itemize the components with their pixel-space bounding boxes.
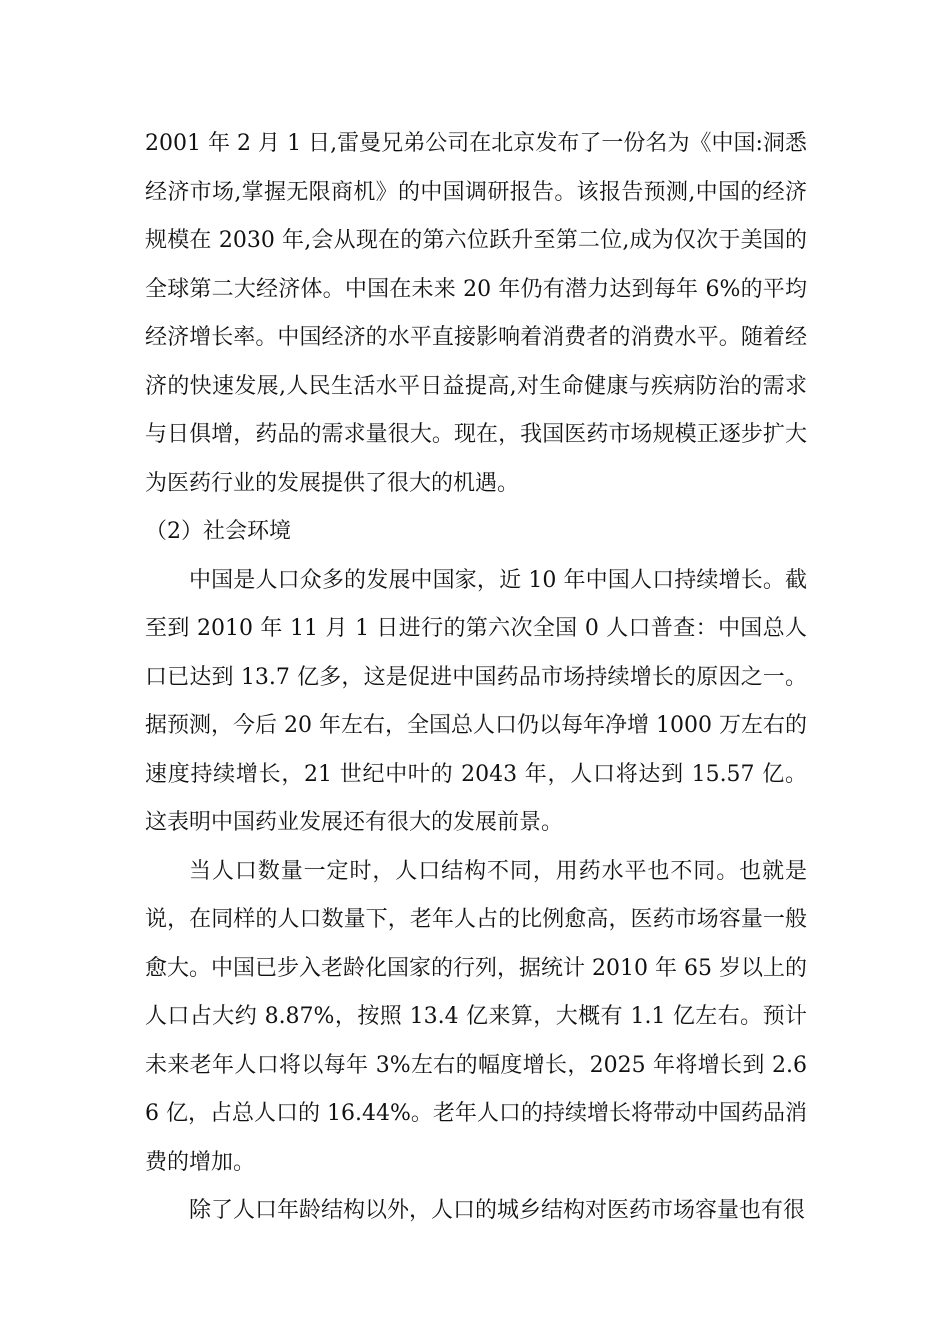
paragraph-population-structure: 当人口数量一定时，人口结构不同，用药水平也不同。也就是说，在同样的人口数量下，老年人占的比例愈高，医药市场容量一般愈大。中国已步入老龄化国家的行列，据统计 2010 年 65 岁以上的人口占大约 8.87%，按照 13.4 亿来算，大概有 1.1 亿左右。预计未来老年人口将以每年 3%左右的幅度增长，2025 年将增长到 2.66 亿，占总人口的 16.44%。老年人口的持续增长将带动中国药品消费的增加。 xyxy=(145,858,807,1175)
section-heading-social-environment: （2）社会环境 xyxy=(145,519,291,544)
document-body xyxy=(145,120,807,1236)
paragraph-urban-rural-structure: 除了人口年龄结构以外，人口的城乡结构对医药市场容量也有很 xyxy=(189,1198,806,1223)
paragraph-population-growth: 中国是人口众多的发展中国家，近 10 年中国人口持续增长。截至到 2010 年 11 月 1 日进行的第六次全国 0 人口普查：中国总人口已达到 13.7 亿多，这是促进中国药品市场持续增长的原因之一。据预测，今后 20 年左右，全国总人口仍以每年净增 1000 万左右的速度持续增长，21 世纪中叶的 2043 年，人口将达到 15.57 亿。这表明中国药业发展还有很大的发展前景。 xyxy=(145,567,807,835)
paragraph-economic-environment: 2001 年 2 月 1 日,雷曼兄弟公司在北京发布了一份名为《中国:洞悉经济市场,掌握无限商机》的中国调研报告。该报告预测,中国的经济规模在 2030 年,会从现在的第六位跃升至第二位,成为仅次于美国的全球第二大经济体。中国在未来 20 年仍有潜力达到每年 6%的平均经济增长率。中国经济的水平直接影响着消费者的消费水平。随着经济的快速发展,人民生活水平日益提高,对生命健康与疾病防治的需求与日俱增，药品的需求量很大。现在，我国医药市场规模正逐步扩大为医药行业的发展提供了很大的机遇。 xyxy=(145,131,807,496)
